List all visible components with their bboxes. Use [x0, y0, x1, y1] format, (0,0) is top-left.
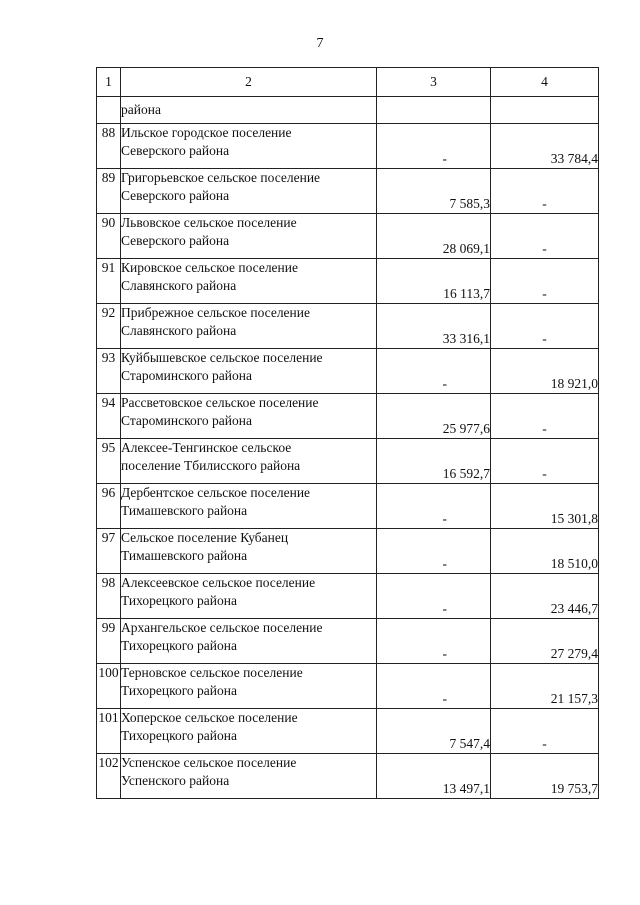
table-row	[97, 709, 599, 754]
row-name-cell	[121, 439, 377, 484]
row-value-col4: -	[491, 439, 599, 484]
row-value-col3: -	[377, 529, 491, 574]
row-value-col4: 21 157,3	[491, 664, 599, 709]
row-name-line: Прибрежное сельское поселение	[121, 305, 310, 320]
row-value-col3: -	[377, 664, 491, 709]
row-name-line: Тихорецкого района	[121, 638, 237, 653]
row-value-col4: 18 510,0	[491, 529, 599, 574]
row-number-cell: 90	[97, 214, 121, 259]
row-value-col3	[377, 97, 491, 124]
row-number-cell: 97	[97, 529, 121, 574]
row-value-col4: -	[491, 214, 599, 259]
table-row	[97, 214, 599, 259]
row-name-cell	[121, 97, 377, 124]
table-row	[97, 169, 599, 214]
row-name-line: Кировское сельское поселение	[121, 260, 298, 275]
row-name-line: Хоперское сельское поселение	[121, 710, 298, 725]
row-name-line: Григорьевское сельское поселение	[121, 170, 321, 185]
row-number-cell: 88	[97, 124, 121, 169]
row-name-line: Ильское городское поселение	[121, 125, 292, 140]
column-header-1: 1	[97, 68, 121, 97]
row-value-col3: -	[377, 574, 491, 619]
row-name-cell	[121, 529, 377, 574]
row-name-cell	[121, 574, 377, 619]
row-name-line: Староминского района	[121, 368, 252, 383]
row-number-cell: 95	[97, 439, 121, 484]
table-row	[97, 304, 599, 349]
row-value-col3: -	[377, 484, 491, 529]
row-name-line: Тихорецкого района	[121, 683, 237, 698]
row-name-cell	[121, 304, 377, 349]
row-name-cell	[121, 214, 377, 259]
row-name-line: Тимашевского района	[121, 503, 248, 518]
row-name-line: Северского района	[121, 188, 230, 203]
row-value-col3: 7 585,3	[377, 169, 491, 214]
row-name-line: Тихорецкого района	[121, 728, 237, 743]
row-name-cell	[121, 619, 377, 664]
row-name-line: Успенского района	[121, 773, 230, 788]
row-name-line: Терновское сельское поселение	[121, 665, 303, 680]
column-header-3: 3	[377, 68, 491, 97]
table-row	[97, 349, 599, 394]
row-value-col3: 28 069,1	[377, 214, 491, 259]
row-number-cell: 102	[97, 754, 121, 799]
row-value-col4: 19 753,7	[491, 754, 599, 799]
row-name-line: Алексее-Тенгинское сельское	[121, 440, 292, 455]
row-name-cell	[121, 259, 377, 304]
table-row	[97, 259, 599, 304]
row-name-cell	[121, 484, 377, 529]
row-value-col4: 23 446,7	[491, 574, 599, 619]
row-name-line: Славянского района	[121, 278, 237, 293]
row-name-line: Куйбышевское сельское поселение	[121, 350, 323, 365]
allocation-table	[96, 67, 599, 799]
row-value-col4	[491, 97, 599, 124]
row-number-cell: 94	[97, 394, 121, 439]
row-value-col4: -	[491, 259, 599, 304]
row-number-cell: 99	[97, 619, 121, 664]
row-number-cell: 98	[97, 574, 121, 619]
table-row	[97, 664, 599, 709]
table-header-row	[97, 68, 599, 97]
row-name-line: Сельское поселение Кубанец	[121, 530, 289, 545]
row-name-line: Тимашевского района	[121, 548, 248, 563]
row-value-col4: -	[491, 394, 599, 439]
row-name-cell	[121, 169, 377, 214]
row-value-col3: 16 113,7	[377, 259, 491, 304]
row-name-cell	[121, 394, 377, 439]
row-number-cell: 101	[97, 709, 121, 754]
row-value-col4: -	[491, 169, 599, 214]
row-value-col4: 18 921,0	[491, 349, 599, 394]
row-number-cell: 100	[97, 664, 121, 709]
row-name-line: Алексеевское сельское поселение	[121, 575, 316, 590]
row-value-col3: 25 977,6	[377, 394, 491, 439]
table-row	[97, 619, 599, 664]
row-value-col3: -	[377, 349, 491, 394]
row-name-line: Северского района	[121, 233, 230, 248]
row-name-line: поселение Тбилисского района	[121, 458, 301, 473]
table-row	[97, 124, 599, 169]
row-value-col4: -	[491, 709, 599, 754]
table-row	[97, 484, 599, 529]
column-header-2: 2	[121, 68, 377, 97]
row-value-col3: -	[377, 124, 491, 169]
row-name-cell	[121, 664, 377, 709]
row-number-cell: 89	[97, 169, 121, 214]
table-row	[97, 529, 599, 574]
row-name-line: Успенское сельское поселение	[121, 755, 297, 770]
row-number-cell: 93	[97, 349, 121, 394]
page-number: 7	[316, 36, 324, 51]
column-header-4: 4	[491, 68, 599, 97]
row-name-line: Тихорецкого района	[121, 593, 237, 608]
row-name-cell	[121, 709, 377, 754]
row-name-line: Рассветовское сельское поселение	[121, 395, 319, 410]
row-name-cell	[121, 124, 377, 169]
row-name-cell	[121, 754, 377, 799]
row-name-line: Северского района	[121, 143, 230, 158]
row-name-line: Архангельское сельское поселение	[121, 620, 323, 635]
row-name-line: Славянского района	[121, 323, 237, 338]
row-number-cell: 96	[97, 484, 121, 529]
row-value-col4: 27 279,4	[491, 619, 599, 664]
table-row-continuation	[97, 97, 599, 124]
row-name-cell	[121, 349, 377, 394]
row-value-col3: -	[377, 619, 491, 664]
table-row	[97, 394, 599, 439]
row-value-col3: 33 316,1	[377, 304, 491, 349]
row-number-cell: 92	[97, 304, 121, 349]
row-value-col4: 33 784,4	[491, 124, 599, 169]
row-number-cell	[97, 97, 121, 124]
table-row	[97, 439, 599, 484]
row-name-line: Львовское сельское поселение	[121, 215, 297, 230]
table-row	[97, 754, 599, 799]
row-value-col3: 13 497,1	[377, 754, 491, 799]
row-name-line: Староминского района	[121, 413, 252, 428]
row-value-col4: -	[491, 304, 599, 349]
table-row	[97, 574, 599, 619]
row-name-line: Дербентское сельское поселение	[121, 485, 311, 500]
row-value-col3: 16 592,7	[377, 439, 491, 484]
row-value-col4: 15 301,8	[491, 484, 599, 529]
row-number-cell: 91	[97, 259, 121, 304]
row-name-line: района	[121, 102, 161, 117]
row-value-col3: 7 547,4	[377, 709, 491, 754]
